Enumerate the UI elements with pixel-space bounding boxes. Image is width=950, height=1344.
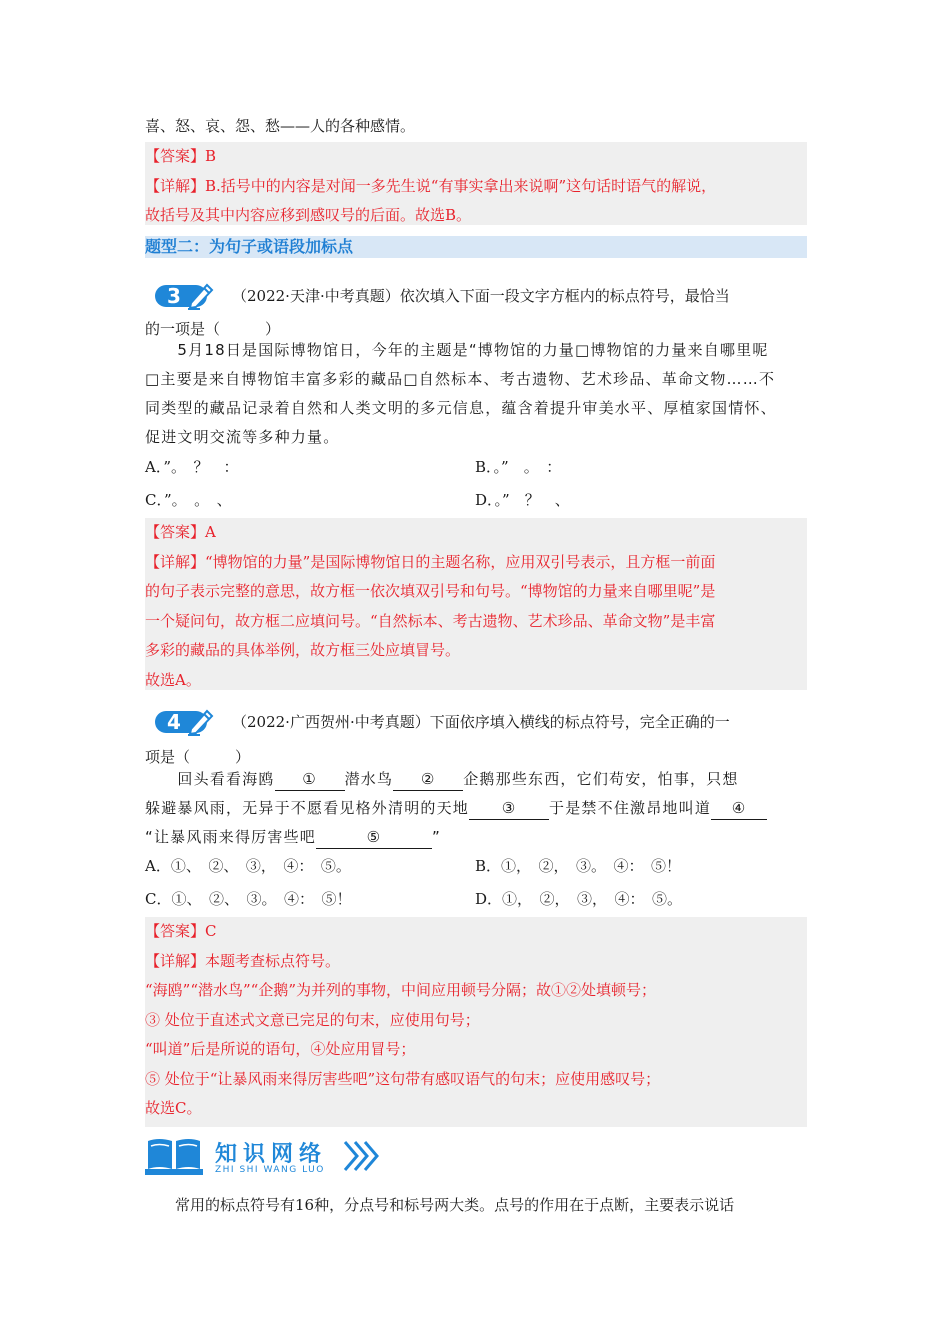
q4-option-a[interactable]: A．①、 ②、 ③， ④： ⑤。 — [145, 857, 351, 875]
q4-blank-2[interactable]: ② — [393, 768, 463, 791]
q4-option-c[interactable]: C．①、 ②、 ③。 ④： ⑤！ — [145, 890, 352, 908]
q4-text: 于是禁不住激昂地叫道 — [549, 799, 712, 817]
q3-passage — [145, 336, 777, 452]
knowledge-network-title: 知识网络 — [215, 1142, 328, 1167]
q4-stem-line-2: 项是（ ） — [145, 748, 251, 766]
q4-blank-3[interactable]: ③ — [469, 797, 549, 820]
q2-answer-box — [145, 142, 807, 225]
q3-detail-line: 【详解】“博物馆的力量”是国际博物馆日的主题名称，应用双引号表示，且方框一前面 — [145, 552, 716, 571]
section-title: 题型二：为句子或语段加标点 — [145, 236, 807, 258]
q3-detail-line: 的句子表示完整的意思，故方框一依次填双引号和句号。“博物馆的力量来自哪里呢”是 — [145, 582, 716, 600]
q4-passage — [145, 765, 807, 852]
q4-blank-1[interactable]: ① — [275, 768, 345, 791]
q4-passage-line-3 — [145, 823, 807, 852]
top-line: 喜、怒、哀、怨、愁——人的各种感情。 — [145, 117, 416, 135]
q4-detail-line: ③ 处位于直述式文意已完足的句末，应使用句号； — [145, 1010, 480, 1029]
q3-answer-box — [145, 518, 807, 690]
q3-option-a[interactable]: A．”。 ？ ： — [145, 458, 239, 476]
q3-passage-line: 促进文明交流等多种力量。 — [145, 428, 340, 446]
knowledge-network-subtitle: ZHI SHI WANG LUO — [215, 1165, 325, 1175]
book-icon — [145, 1137, 203, 1177]
q3-passage-line: 同类型的藏品记录着自然和人类文明的多元信息，蕴含着提升审美水平、厚植家国情怀、 — [145, 399, 777, 417]
q4-detail-line: “叫道”后是所说的语句，④处应用冒号； — [145, 1040, 416, 1058]
double-chevron-icon — [343, 1139, 381, 1173]
q3-passage-line: 5月18日是国际博物馆日，今年的主题是“博物馆的力量□博物馆的力量来自哪里呢 — [145, 341, 769, 359]
q4-header — [145, 706, 807, 738]
q4-text: 回头看看海鸥 — [145, 770, 275, 788]
q4-text: 企鹅那些东西，它们苟安，怕事，只想 — [463, 770, 739, 788]
pencil-icon — [185, 705, 217, 737]
q4-answer-box — [145, 917, 807, 1127]
last-paragraph: 常用的标点符号有16种，分点号和标号两大类。点号的作用在于点断，主要表示说话 — [145, 1196, 735, 1214]
q4-detail-line: ⑤ 处位于“让暴风雨来得厉害些吧”这句带有感叹语气的句末；应使用感叹号； — [145, 1069, 661, 1088]
q3-option-b[interactable]: B．。” 。 ： — [475, 458, 562, 476]
q2-answer: 【答案】B — [145, 147, 217, 165]
q3-passage-line: □主要是来自博物馆丰富多彩的藏品□自然标本、考古遗物、艺术珍品、革命文物……不 — [145, 370, 776, 388]
q4-text: ” — [431, 828, 441, 846]
q4-option-d[interactable]: D．①， ②， ③， ④： ⑤。 — [475, 890, 683, 908]
q4-number-badge: 4 — [155, 711, 207, 733]
q4-text: 潜水鸟 — [344, 770, 394, 788]
pencil-icon — [185, 279, 217, 311]
knowledge-network-header — [145, 1133, 445, 1183]
q3-detail-line: 故选A。 — [145, 670, 201, 689]
q2-detail-line-2: 故括号及其中内容应移到感叹号的后面。故选B。 — [145, 206, 472, 224]
q4-passage-line-2 — [145, 794, 807, 823]
q4-stem-line-1: （2022·广西贺州·中考真题）下面依序填入横线的标点符号，完全正确的一 — [232, 713, 730, 731]
q4-answer: 【答案】C — [145, 922, 217, 940]
q3-option-c[interactable]: C．”。 。 、 — [145, 491, 232, 509]
q4-text: 躲避暴风雨，无异于不愿看见格外清明的天地 — [145, 799, 470, 817]
q4-text: “让暴风雨来得厉害些吧 — [145, 828, 316, 846]
q3-stem-line-2: 的一项是（ ） — [145, 320, 281, 338]
q3-number-badge: 3 — [155, 285, 207, 307]
q2-detail-line-1: 【详解】B.括号中的内容是对闻一多先生说“有事实拿出来说啊”这句话时语气的解说， — [145, 176, 717, 195]
q4-blank-4[interactable]: ④ — [711, 797, 767, 820]
q4-option-b[interactable]: B．①， ②， ③。 ④： ⑤！ — [475, 857, 682, 875]
q4-passage-line-1 — [145, 765, 807, 794]
q4-detail-line: 【详解】本题考查标点符号。 — [145, 951, 341, 970]
q3-answer: 【答案】A — [145, 523, 216, 541]
q3-option-d[interactable]: D．。” ？ 、 — [475, 491, 570, 509]
q4-detail-line: “海鸥”“潜水鸟”“企鹅”为并列的事物，中间应用顿号分隔；故①②处填顿号； — [145, 981, 657, 999]
q3-stem-line-1: （2022·天津·中考真题）依次填入下面一段文字方框内的标点符号，最恰当 — [232, 287, 730, 305]
q3-header — [145, 280, 807, 312]
q3-detail-line: 多彩的藏品的具体举例，故方框三处应填冒号。 — [145, 641, 461, 659]
q3-detail-line: 一个疑问句，故方框二应填问号。“自然标本、考古遗物、艺术珍品、革命文物”是丰富 — [145, 611, 716, 630]
q4-blank-5[interactable]: ⑤ — [316, 826, 432, 849]
q4-detail-line: 故选C。 — [145, 1099, 202, 1117]
